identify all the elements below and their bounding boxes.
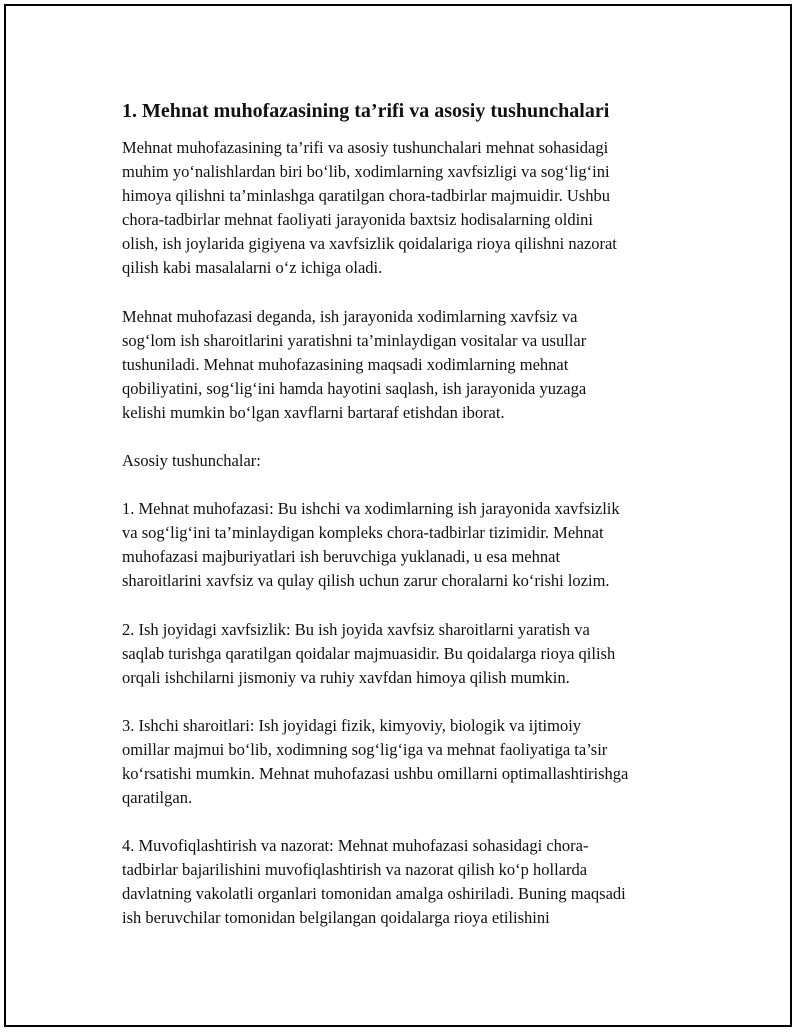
text-line: himoya qilishni ta’minlashga qaratilgan chora-tadbirlar majmuidir. Ushbu [122,186,611,206]
text-line: qaratilgan. [122,788,193,808]
list-item-coordination-control [122,834,702,930]
text-line: qobiliyatini, sog‘lig‘ini hamda hayotini saqlash, ish jarayonida yuzaga [122,378,587,398]
text-line: 4. Muvofiqlashtirish va nazorat: Mehnat muhofazasi sohasidagi chora- [122,836,589,856]
paragraph-definition [122,136,702,281]
text-line: qilish kabi masalalarni o‘z ichiga oladi. [122,258,383,278]
section-heading-basic-concepts [122,449,702,473]
text-line: ish beruvchilar tomonidan belgilangan qoidalarga rioya etilishini [122,908,550,928]
text-line: sog‘lom ish sharoitlarini yaratishni ta’minlaydigan vositalar va usullar [122,330,587,350]
paragraph-meaning [122,305,702,425]
page-frame [4,4,792,1027]
text-line: kelishi mumkin bo‘lgan xavflarni bartaraf etishdan iborat. [122,402,505,422]
text-line: omillar majmui bo‘lib, xodimning sog‘lig‘iga va mehnat faoliyatiga ta’sir [122,739,608,759]
text-line: va sog‘lig‘ini ta’minlaydigan kompleks chora-tadbirlar tizimidir. Mehnat [122,523,604,543]
text-line: Mehnat muhofazasining ta’rifi va asosiy tushunchalari mehnat sohasidagi [122,138,609,157]
text-line: Mehnat muhofazasi deganda, ish jarayonida xodimlarning xavfsiz va [122,306,578,326]
text-line: davlatning vakolatli organlari tomonidan amalga oshiriladi. Buning maqsadi [122,884,626,904]
text-line: sharoitlarini xavfsiz va qulay qilish uchun zarur choralarni ko‘rishi lozim. [122,571,610,591]
list-item-labor-protection [122,497,702,593]
list-item-workplace-safety [122,618,702,690]
text-line: 3. Ishchi sharoitlari: Ish joyidagi fizik, kimyoviy, biologik va ijtimoiy [122,715,582,735]
text-line: tadbirlar bajarilishini muvofiqlashtirish va nazorat qilish ko‘p hollarda [122,860,588,880]
document-title: 1. Mehnat muhofazasining ta’rifi va asosiy tushunchalari [122,100,610,122]
text-line: ko‘rsatishi mumkin. Mehnat muhofazasi ushbu omillarni optimallashtirishga [122,763,629,783]
text-line: Asosiy tushunchalar: [122,451,261,471]
text-line: 1. Mehnat muhofazasi: Bu ishchi va xodimlarning ish jarayonida xavfsizlik [122,499,620,519]
text-line: orqali ishchilarni jismoniy va ruhiy xavfdan himoya qilish mumkin. [122,667,570,687]
text-line: olish, ish joylarida gigiyena va xavfsizlik qoidalariga rioya qilishni nazorat [122,234,617,254]
document-body [122,99,702,955]
text-line: chora-tadbirlar mehnat faoliyati jarayonida baxtsiz hodisalarning oldini [122,210,594,230]
text-line: saqlab turishga qaratilgan qoidalar majmuasidir. Bu qoidalarga rioya qilish [122,643,616,663]
text-line: muhofazasi majburiyatlari ish beruvchiga yuklanadi, u esa mehnat [122,547,561,567]
text-line: 2. Ish joyidagi xavfsizlik: Bu ish joyida xavfsiz sharoitlarni yaratish va [122,619,590,639]
list-item-working-conditions [122,714,702,810]
text-line: muhim yo‘nalishlardan biri bo‘lib, xodimlarning xavfsizligi va sog‘lig‘ini [122,162,610,182]
text-line: tushuniladi. Mehnat muhofazasining maqsadi xodimlarning mehnat [122,354,569,374]
